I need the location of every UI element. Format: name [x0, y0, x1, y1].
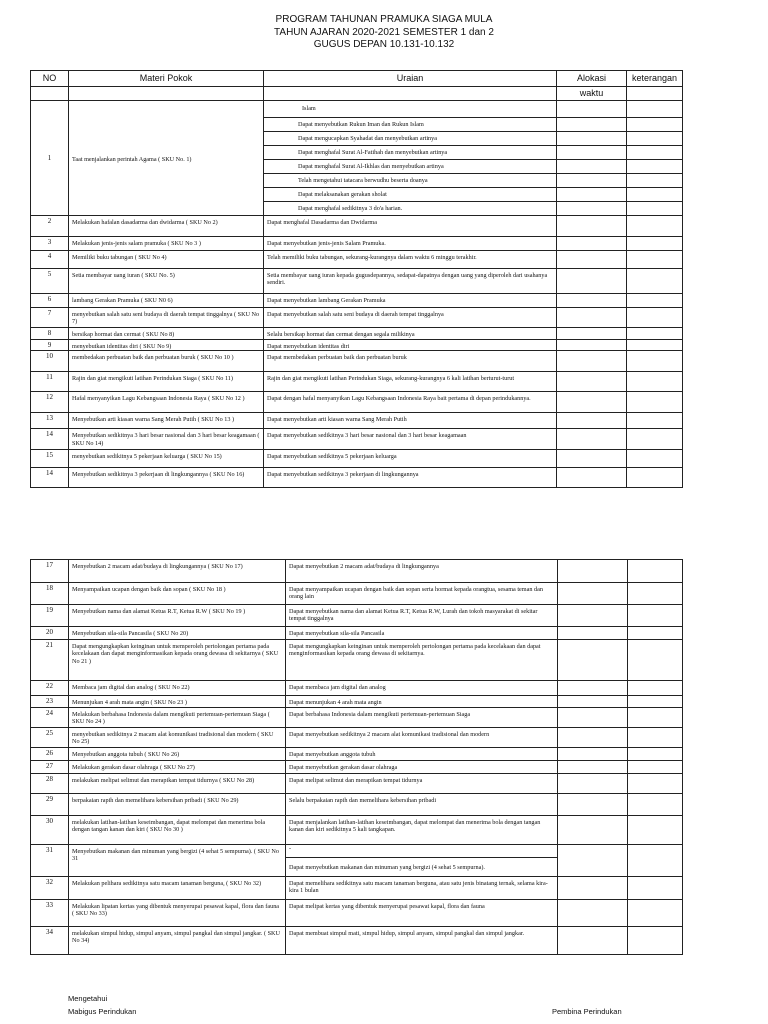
row-number: 18: [31, 583, 69, 605]
uraian-cell: Dapat memelihara sedikitnya satu macam tanaman berguna, atau satu jenis binatang ternak, selama kira-kira 1 bulan: [286, 877, 558, 900]
row-number: 17: [31, 560, 69, 583]
table-row: [31, 372, 683, 392]
uraian-cell: Telah memiliki buku tabungan, sekurang-kurangnya dalam waktu 6 minggu terakhir.: [264, 251, 557, 269]
materi-cell: menyebutkan identitas diri ( SKU No 9): [69, 340, 264, 351]
materi-cell: Memiliki buku tabungan ( SKU No 4): [69, 251, 264, 269]
row-number: 30: [31, 816, 69, 845]
uraian-cell: Dapat menyebutkan 2 macam adat/budaya di lingkungannya: [286, 560, 558, 583]
uraian-cell: Dapat membedakan perbuatan baik dan perbuatan buruk: [264, 351, 557, 372]
materi-cell: Taat menjalankan perintah Agama ( SKU No. 1): [69, 101, 264, 216]
materi-cell: Menyampaikan ucapan dengan baik dan sopan ( SKU No 18 ): [69, 583, 286, 605]
table-row: [31, 216, 683, 237]
program-table-part-2: [30, 559, 683, 955]
row-number: 15: [31, 450, 69, 468]
materi-cell: Menyebutkan nama dan alamat Ketua R.T, Ketua R.W ( SKU No 19 ): [69, 605, 286, 627]
table-row: [31, 328, 683, 340]
uraian-cell: Dapat menyebutkan gerakan dasar olahraga: [286, 761, 558, 774]
materi-cell: menyebutkan sedikitnya 5 pekerjaan keluarga ( SKU No 15): [69, 450, 264, 468]
materi-cell: Rajin dan giat mengikuti latihan Perindukan Siaga ( SKU No 11): [69, 372, 264, 392]
table-row: [31, 308, 683, 328]
table-row: [31, 845, 683, 877]
row-number: 28: [31, 774, 69, 794]
table-row: [31, 640, 683, 681]
uraian-cell: [286, 845, 558, 877]
row-number: 7: [31, 308, 69, 328]
uraian-cell: Dapat menyebutkan anggota tubuh: [286, 748, 558, 761]
uraian-cell: Dapat menyebutkan lambang Gerakan Pramuka: [264, 294, 557, 308]
table-row: [31, 877, 683, 900]
table-row: [31, 340, 683, 351]
header-row: [31, 71, 683, 87]
table-row: [31, 605, 683, 627]
uraian-cell: Dapat menyebutkan sedikitnya 3 pekerjaan di lingkungannya: [264, 468, 557, 488]
row-number: 25: [31, 728, 69, 748]
materi-cell: Melakukan gerakan dasar olahraga ( SKU No 27): [69, 761, 286, 774]
row-number: 22: [31, 681, 69, 696]
row-number: 14: [31, 429, 69, 450]
table-row: [31, 816, 683, 845]
materi-cell: Melakukan pelihara sedikitnya satu macam tanaman berguna, ( SKU No 32): [69, 877, 286, 900]
document-title: [0, 14, 768, 52]
materi-cell: Menyebutkan sila-sila Pancasila ( SKU No 20): [69, 627, 286, 640]
materi-cell: Menyebutkan arti kiasan warna Sang Merah Putih ( SKU No 13 ): [69, 413, 264, 429]
table-row: [31, 927, 683, 955]
uraian-cell: Telah mengetahui tatacara berwudhu beserta doanya: [264, 174, 557, 188]
materi-cell: Hafal menyanyikan Lagu Kebangsaan Indonesia Raya ( SKU No 12 ): [69, 392, 264, 413]
uraian-cell: Dapat membaca jam digital dan analog: [286, 681, 558, 696]
row-number: 23: [31, 696, 69, 708]
row-number: 3: [31, 237, 69, 251]
uraian-cell: Selalu berpakaian rapih dan memelihara kebersihan pribadi: [286, 794, 558, 816]
materi-cell: Dapat mengungkapkan keinginan untuk memperoleh pertolongan pertama pada kecelakaan dan dapat menginformasikan kepada orang dewasa di sekitarnya ( SKU No 21 ): [69, 640, 286, 681]
materi-cell: lambang Gerakan Pramuka ( SKU N0 6): [69, 294, 264, 308]
uraian-cell: Dapat membuat simpul mati, simpul hidup, simpul anyam, simpul pangkal dan simpul jangkar.: [286, 927, 558, 955]
uraian-cell: Dapat menyebutkan jenis-jenis Salam Pramuka.: [264, 237, 557, 251]
materi-cell: bersikap hormat dan cermat ( SKU No 8): [69, 328, 264, 340]
materi-cell: melakukan simpul hidup, simpul anyam, simpul pangkal dan simpul jangkar. ( SKU No 34): [69, 927, 286, 955]
row-number: 31: [31, 845, 69, 877]
col-header-waktu: waktu: [557, 87, 627, 101]
uraian-cell: Dapat melipat kertas yang dibentuk menyerupai pesawat kapal, flora dan fauna: [286, 900, 558, 927]
uraian-cell: Dapat melipat selimut dan merapikan tempat tidurnya: [286, 774, 558, 794]
table-row: [31, 351, 683, 372]
row-number: 6: [31, 294, 69, 308]
title-line-1: PROGRAM TAHUNAN PRAMUKA SIAGA MULA: [275, 14, 493, 25]
footer-mengetahui: Mengetahui: [68, 994, 108, 1003]
table-row: [31, 294, 683, 308]
row-number: 2: [31, 216, 69, 237]
uraian-cell: Dapat menyebutkan salah satu seni budaya di daerah tempat tinggalnya: [264, 308, 557, 328]
row-number: 5: [31, 269, 69, 294]
uraian-cell: Dapat menyebutkan sila-sila Pancasila: [286, 627, 558, 640]
materi-cell: menyebutkan salah satu seni budaya di daerah tempat tinggalnya ( SKU No 7): [69, 308, 264, 328]
table-row: [31, 583, 683, 605]
row-number: 12: [31, 392, 69, 413]
uraian-cell: Dapat menghafal Surat Al-Fatihah dan menyebutkan artinya: [264, 146, 557, 160]
table-row: [31, 774, 683, 794]
col-header-no: NO: [31, 71, 69, 87]
uraian-cell: Rajin dan giat mengikuti latihan Perindukan Siaga, sekurang-kurangnya 6 kali latihan berturut-turut: [264, 372, 557, 392]
materi-cell: melakukan melipat selimut dan merapikan tempat tidurnya ( SKU No 28): [69, 774, 286, 794]
table-row: [31, 392, 683, 413]
uraian-cell: Dapat mengucapkan Syahadat dan menyebutkan artinya: [264, 132, 557, 146]
row-number: 9: [31, 340, 69, 351]
uraian-cell: Dapat menyebutkan arti kiasan warna Sang Merah Putih: [264, 413, 557, 429]
row-number: 8: [31, 328, 69, 340]
table-row: [31, 761, 683, 774]
uraian-cell: Islam: [264, 101, 557, 118]
uraian-cell: Dapat menghafal Surat Al-Ikhlas dan menyebutkan artinya: [264, 160, 557, 174]
uraian-cell: Dapat menunjukan 4 arah mata angin: [286, 696, 558, 708]
table-row: [31, 900, 683, 927]
row-number: 13: [31, 413, 69, 429]
row-number: 21: [31, 640, 69, 681]
footer-pembina: Pembina Perindukan: [552, 1007, 622, 1016]
uraian-cell: Dapat menjalankan latihan-latihan keseimbangan, dapat melompat dan menerima bola dengan tangan kanan dan kiri sedikitnya 5 kali tangkapan.: [286, 816, 558, 845]
table-row: [31, 468, 683, 488]
program-table-part-1: [30, 70, 683, 488]
col-header-alokasi: Alokasi: [557, 71, 627, 87]
footer-mabigus: Mabigus Perindukan: [68, 1007, 137, 1016]
table-row: [31, 627, 683, 640]
uraian-cell: Dapat menyebutkan sedikitnya 2 macam alat komunikasi tradisional dan modern: [286, 728, 558, 748]
row-number: 14: [31, 468, 69, 488]
materi-cell: Menyebutkan sedikitnya 3 pekerjaan di lingkungannya ( SKU No 16): [69, 468, 264, 488]
col-header-keterangan: keterangan: [627, 71, 683, 87]
table-row: [31, 237, 683, 251]
footer-left: [68, 992, 136, 1018]
table-row: [31, 748, 683, 761]
table-row: [31, 696, 683, 708]
row-number: 20: [31, 627, 69, 640]
uraian-cell: Dapat mengungkapkan keinginan untuk memperoleh pertolongan pertama pada kecelakaan dan dapat menginformasikan kepada orang dewasa di sekitarnya.: [286, 640, 558, 681]
col-header-materi: Materi Pokok: [69, 71, 264, 87]
materi-cell: Melakukan hafalan dasadarma dan dwidarma ( SKU No 2): [69, 216, 264, 237]
table-row: [31, 269, 683, 294]
table-row: [31, 560, 683, 583]
row-number: 27: [31, 761, 69, 774]
table-row: [31, 413, 683, 429]
table-row: [31, 429, 683, 450]
uraian-cell: Dapat berbahasa Indonesia dalam mengikuti pertemuan-pertemuan Siaga: [286, 708, 558, 728]
row-number: 11: [31, 372, 69, 392]
materi-cell: Setia membayar uang iuran ( SKU No. 5): [69, 269, 264, 294]
table-row: [31, 794, 683, 816]
materi-cell: Menyebutkan makanan dan minuman yang bergizi (4 sehat 5 sempurna). ( SKU No 31: [69, 845, 286, 877]
uraian-cell: Dapat menghafal sedikitnya 3 do'a harian.: [264, 202, 557, 216]
row-number: 4: [31, 251, 69, 269]
materi-cell: membedakan perbuatan baik dan perbuatan buruk ( SKU No 10 ): [69, 351, 264, 372]
table-row: [31, 708, 683, 728]
uraian-cell: Dapat menyebutkan nama dan alamat Ketua R.T, Ketua R.W, Lurah dan tokoh masyarakat di sekitar tempat tinggalnya: [286, 605, 558, 627]
footer-right: [552, 1005, 622, 1018]
materi-cell: Menyebutkan sedikitnya 3 hari besar nasional dan 3 hari besar keagamaan ( SKU No 14): [69, 429, 264, 450]
table-row: [31, 251, 683, 269]
row-number: 26: [31, 748, 69, 761]
uraian-cell: Dapat menyebutkan sedikitnya 5 pekerjaan keluarga: [264, 450, 557, 468]
materi-cell: Menyebutkan 2 macam adat/budaya di lingkungannya ( SKU No 17): [69, 560, 286, 583]
uraian-text: Dapat menyebutkan makanan dan minuman yang bergizi (4 sehat 5 sempurna).: [289, 864, 485, 871]
row-number: 24: [31, 708, 69, 728]
materi-cell: Melakukan berbahasa Indonesia dalam mengikuti pertemuan-pertemuan Siaga ( SKU No 24 ): [69, 708, 286, 728]
row-number: 34: [31, 927, 69, 955]
materi-cell: Menyebutkan anggota tubuh ( SKU No 26): [69, 748, 286, 761]
uraian-cell: Selalu bersikap hormat dan cermat dengan segala milikinya: [264, 328, 557, 340]
row-number: 33: [31, 900, 69, 927]
uraian-cell: Setia membayar uang iuran kepada gugusdepannya, sedapat-dapatnya dengan uang yang diperoleh dari usahanya sendiri.: [264, 269, 557, 294]
uraian-cell: Dapat melaksanakan gerakan sholat: [264, 188, 557, 202]
col-header-uraian: Uraian: [264, 71, 557, 87]
materi-cell: melakukan latihan-latihan keseimbangan, dapat melompat dan menerima bola dengan tangan kanan dan kiri ( SKU No 30 ): [69, 816, 286, 845]
table-row: [31, 101, 683, 118]
materi-cell: Melakukan jenis-jenis salam pramuka ( SKU No 3 ): [69, 237, 264, 251]
materi-cell: berpakaian rapih dan memelihara kebersihan pribadi ( SKU No 29): [69, 794, 286, 816]
row-number: 29: [31, 794, 69, 816]
uraian-cell: Dapat menyebutkan sedikitnya 3 hari besar nasional dan 3 hari besar keagamaan: [264, 429, 557, 450]
uraian-cell: Dapat menyebutkan identitas diri: [264, 340, 557, 351]
table-row: [31, 728, 683, 748]
title-line-2: TAHUN AJARAN 2020-2021 SEMESTER 1 dan 2: [274, 26, 494, 38]
uraian-cell: Dapat menyebutkan Rukun Iman dan Rukun Islam: [264, 118, 557, 132]
materi-cell: Melakukan lipatan kertas yang dibentuk menyerupai pesawat kapal, flora dan fauna ( SKU No 33): [69, 900, 286, 927]
materi-cell: menyebutkan sedikitnya 2 macam alat komunikasi tradisional dan modern ( SKU No 25): [69, 728, 286, 748]
row-number: 10: [31, 351, 69, 372]
row-number: 1: [31, 101, 69, 216]
row-number: 32: [31, 877, 69, 900]
uraian-cell: Dapat menghafal Dasadarma dan Dwidarma: [264, 216, 557, 237]
materi-cell: Menunjukan 4 arah mata angin ( SKU No 23 ): [69, 696, 286, 708]
row-number: 19: [31, 605, 69, 627]
uraian-cell: Dapat menyampaikan ucapan dengan baik dan sopan serta hormat kepada orangtua, sesama teman dan orang lain: [286, 583, 558, 605]
uraian-dash: -: [286, 845, 557, 858]
header-row-2: [31, 87, 683, 101]
materi-cell: Membaca jam digital dan analog ( SKU No 22): [69, 681, 286, 696]
uraian-cell: Dapat dengan hafal menyanyikan Lagu Kebangsaan Indonesia Raya bait pertama di depan perindukannya.: [264, 392, 557, 413]
table-row: [31, 450, 683, 468]
table-row: [31, 681, 683, 696]
title-line-3: GUGUS DEPAN 10.131-10.132: [313, 39, 455, 50]
